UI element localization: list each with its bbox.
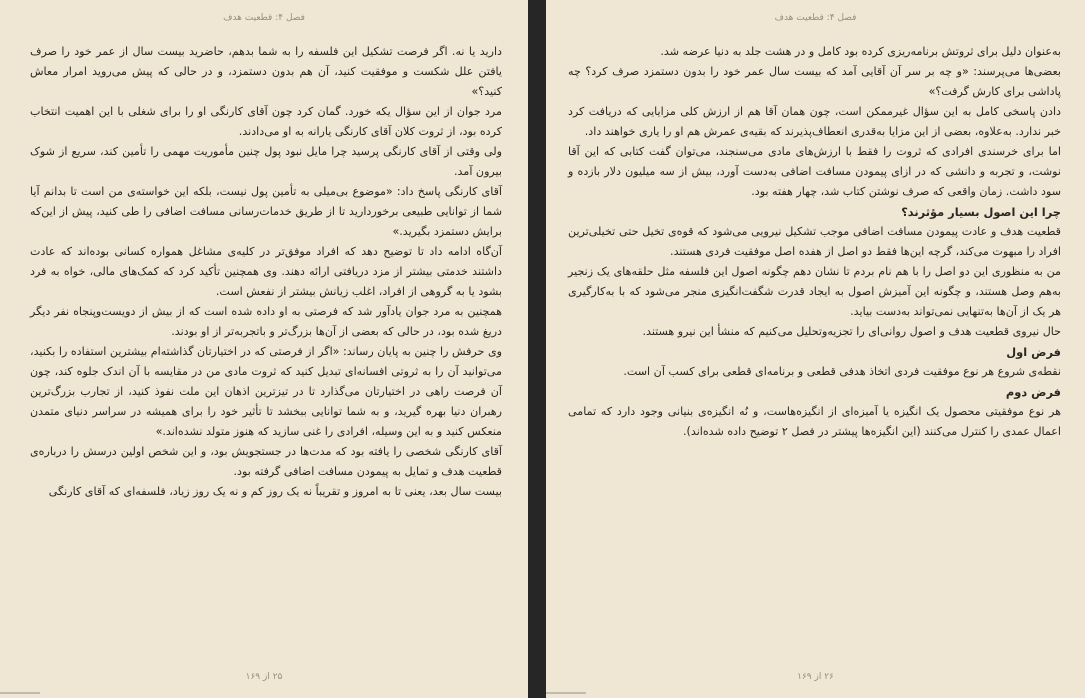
page-number: ۲۵ از ۱۶۹ [245,672,283,682]
paragraph: بیست سال بعد، یعنی تا به امروز و تقریباً نه یک روز کم و نه یک روز زیاد، فلسفه‌ای که آقای کارنگی [48,485,502,498]
page-body [30,42,502,502]
paragraph: قطعیت هدف و عادت پیمودن مسافت اضافی موجب تشکیل نیرویی می‌شود که قوه‌ی تخیل حتی تخیلی‌ترین افراد را مبهوت می‌کند، گرچه این‌ها فقط دو اصل از هفده اصل موفقیت فردی هستند. [568,225,1061,258]
paragraph: مرد جوان از این سؤال یکه خورد. گمان کرد چون آقای کارنگی او را برای شغلی با این اهمیت انتخاب کرده بود، از ثروت کلان آقای کارنگی یارانه به او می‌دادند. [30,105,502,138]
page-number: ۲۶ از ۱۶۹ [797,672,834,682]
right-page [546,0,1085,698]
paragraph: حال نیروی قطعیت هدف و اصول روانی‌ای را تجزیه‌وتحلیل می‌کنیم که منشأ این نیرو هستند. [642,325,1061,338]
page-gutter [528,0,546,698]
paragraph: آن‌گاه ادامه داد تا توضیح دهد که افراد موفق‌تر در کلیه‌ی مشاغل همواره کسانی بوده‌اند که عادت داشتند خدمتی بیشتر از مزد دریافتی ارائه دهند. وی همچنین تأکید کرد که کمک‌های مالی، خواه به فرد بشود یا به گروهی از افراد، اغلب زیانش بیشتر از نفعش است. [30,245,502,298]
paragraph: دادن پاسخی کامل به این سؤال غیرممکن است، چون همان آقا هم از ارزش کلی مزایایی که دریافت کرد خبر ندارد. به‌علاوه، بعضی از این مزایا به‌قدری انعطاف‌پذیرند که بقیه‌ی عمرش هم او را یاری خواهند داد. [568,105,1061,138]
paragraph: هر نوع موفقیتی محصول یک انگیزه یا آمیزه‌ای از انگیزه‌هاست، و نُه انگیزه‌ی بنیانی وجود دارد که تمامی اعمال عمدی را کنترل می‌کنند (این انگیزه‌ها پیشتر در فصل ۲ توضیح داده شده‌اند). [568,405,1061,438]
paragraph: همچنین به مرد جوان یادآور شد که فرصتی به او داده شده است که از بیش از دویست‌وپنجاه نفر دیگر دریغ شده بود، در حالی که بعضی از آن‌ها بزرگ‌تر و باتجربه‌تر از او بودند. [30,305,502,338]
paragraph: اما برای خرسندی افرادی که ثروت را فقط با ارزش‌های مادی می‌سنجند، می‌توان گفت کتابی که این آقا نوشت، و تجربه و دانشی که در ازای پیمودن مسافت اضافی به‌دست آورد، بیش از سه میلیون دلار بازده و سود داشت. زمان واقعی که صرف نوشتن کتاب شد، چهار هفته بود. [568,145,1061,198]
paragraph: من به منظوری این دو اصل را با هم نام بردم تا نشان دهم چگونه اصول این فلسفه مثل حلقه‌های یک زنجیر به‌هم وصل هستند، و چگونه این آمیزش اصول به ایجاد قدرت شگفت‌انگیزی منجر می‌شود که با به‌کارگیری هر یک از آن‌ها به‌تنهایی نمی‌تواند به‌دست بیاید. [568,265,1061,318]
paragraph: وی حرفش را چنین به پایان رساند: «اگر از فرصتی که در اختیارتان گذاشته‌ام بیشترین استفاده را بکنید، می‌توانید آن را به ثروتی افسانه‌ای تبدیل کنید که ثروت مادی من در مقایسه با آن اندک جلوه کند، چون آن فرصت راهی در اختیارتان می‌گذارد تا در تیزترین اذهان این ملت نفوذ کنید، از تجارب بزرگ‌ترین رهبران دنیا بهره گیرید، و به شما توانایی ببخشد تا تأثیر خود را برای همیشه در سراسر دنیای متمدن منعکس کنید و به این وسیله، افرادی را غنی سازید که هنوز متولد نشده‌اند.» [30,345,502,438]
paragraph: آقای کارنگی پاسخ داد: «موضوع بی‌میلی به تأمین پول نیست، بلکه این خواسته‌ی من است تا بدانم آیا شما از توانایی طبیعی برخوردارید تا از طریق خدمات‌رسانی مسافت اضافی را طی کنید، پیش از این‌که برایش دستمزد بگیرید.» [30,185,502,238]
running-head: فصل ۴: قطعیت هدف [774,13,857,23]
section-heading: فرض دوم [1005,385,1061,399]
paragraph: به‌عنوان دلیل برای ثروتش برنامه‌ریزی کرده بود کامل و در هشت جلد به دنیا عرضه شد. [660,45,1061,58]
section-heading: چرا این اصول بسیار مؤثرند؟ [901,205,1061,219]
paragraph: بعضی‌ها می‌پرسند: «و چه بر سر آن آقایی آمد که بیست سال عمر خود را بدون دستمزد صرف کرد؟ چه پاداشی برای کارش گرفت؟» [568,65,1061,98]
paragraph: نقطه‌ی شروع هر نوع موفقیت فردی اتخاذ هدفی قطعی و برنامه‌ای قطعی برای کسب آن است. [623,365,1061,378]
running-head: فصل ۴: قطعیت هدف [223,13,305,23]
section-heading: فرض اول [1006,345,1061,359]
left-page [0,0,528,698]
page-corner-mark [546,692,586,698]
page-corner-mark [0,692,40,698]
page-body [568,42,1061,442]
paragraph: ولی وقتی از آقای کارنگی پرسید چرا مایل نبود پول چنین مأموریت مهمی را تأمین کند، سریع از شوک بیرون آمد. [30,145,502,178]
paragraph: آقای کارنگی شخصی را یافته بود که مدت‌ها در جستجویش بود، و این شخص اولین درسش را درباره‌ی قطعیت هدف و تمایل به پیمودن مسافت اضافی گرفته بود. [30,445,502,478]
paragraph: دارید یا نه. اگر فرصت تشکیل این فلسفه را به شما بدهم، حاضرید بیست سال از عمر خود را صرف یافتن علل شکست و موفقیت کنید، آن هم بدون دستمزد، و در حالی که پیش می‌روید امرار معاش کنید؟» [30,45,502,98]
